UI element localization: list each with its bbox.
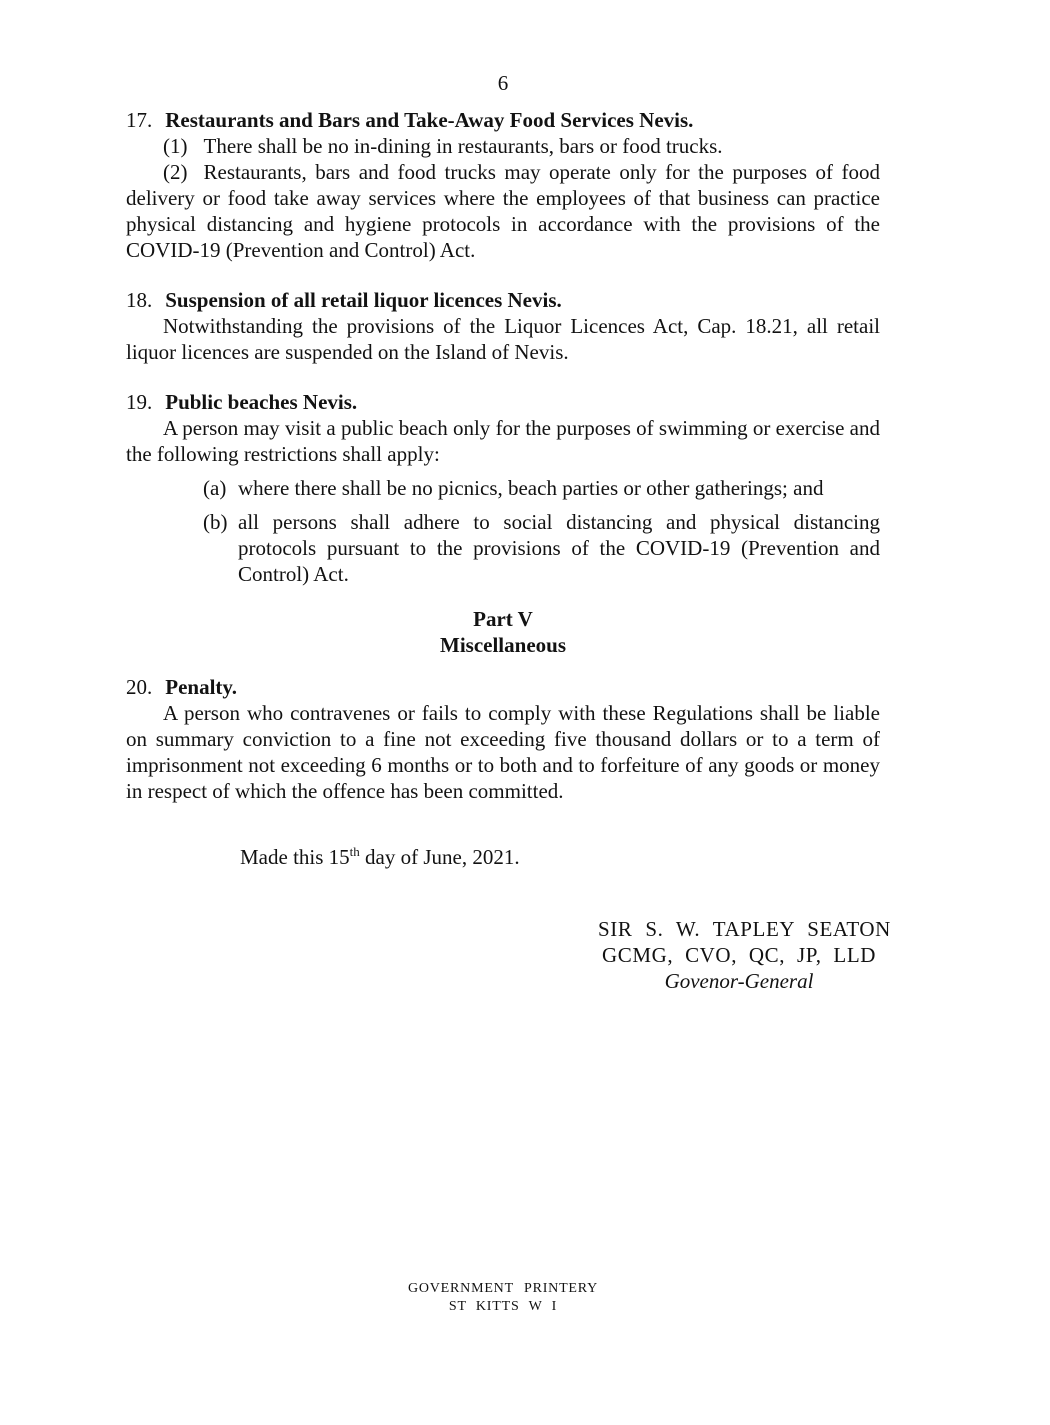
- clause-2-label: (2): [163, 160, 188, 184]
- item-a-text: where there shall be no picnics, beach parties or other gatherings; and: [238, 476, 824, 500]
- clause-2-text: Restaurants, bars and food trucks may operate only for the purposes of food delivery or food take away services where the employees of that business can practice physical distancing and hygiene protocols in accordance with the provisions of the COVID-19 (Prevention and Control) Act.: [126, 160, 880, 262]
- section-17-heading: [126, 107, 880, 133]
- part-heading-line1: Part V: [473, 607, 533, 631]
- section-19-number: 19.: [126, 390, 153, 414]
- section-18-number: 18.: [126, 288, 153, 312]
- part-heading-line2: Miscellaneous: [440, 633, 566, 657]
- made-line-suffix: day of June, 2021.: [359, 845, 520, 869]
- printer-location: ST KITTS W I: [448, 1299, 558, 1314]
- signatory-name: SIR S. W. TAPLEY SEATON: [598, 917, 891, 941]
- printer-name: GOVERNMENT PRINTERY: [407, 1281, 599, 1296]
- section-19-item-a: [126, 475, 880, 501]
- clause-1-text: There shall be no in-dining in restaurants, bars or food trucks.: [203, 134, 723, 158]
- signature-block: [598, 916, 891, 994]
- document-content: [126, 70, 891, 994]
- section-20-heading: [126, 674, 880, 700]
- clause-1-label: (1): [163, 134, 188, 158]
- section-17-clause-1: [126, 133, 880, 159]
- section-19-text: A person may visit a public beach only for the purposes of swimming or exercise and the following restrictions shall apply:: [126, 416, 880, 466]
- signatory-role: Govenor-General: [664, 969, 814, 993]
- section-19-heading: [126, 389, 880, 415]
- section-18-title: Suspension of all retail liquor licences Nevis.: [165, 288, 562, 312]
- section-20-number: 20.: [126, 675, 153, 699]
- section-20-title: Penalty.: [165, 675, 237, 699]
- section-20-paragraph: [126, 700, 880, 804]
- section-20-text: A person who contravenes or fails to comply with these Regulations shall be liable on summary conviction to a fine not exceeding five thousand dollars or to a term of imprisonment not exceeding 6 months or to both and to forfeiture of any goods or money in respect of which the offence has been committed.: [126, 701, 880, 803]
- item-a-label: (a): [203, 476, 227, 500]
- section-17-number: 17.: [126, 108, 153, 132]
- section-18-paragraph: [126, 313, 880, 365]
- printer-footer: [126, 1280, 880, 1316]
- ordinal-superscript: th: [349, 844, 360, 859]
- section-18-text: Notwithstanding the provisions of the Liquor Licences Act, Cap. 18.21, all retail liquor licences are suspended on the Island of Nevis.: [126, 314, 880, 364]
- signatory-honours: GCMG, CVO, QC, JP, LLD: [601, 943, 877, 967]
- made-line-prefix: Made this 15: [240, 845, 350, 869]
- part-heading: [126, 606, 880, 658]
- page-number: 6: [497, 71, 509, 95]
- section-19-paragraph: [126, 415, 880, 467]
- section-17-clause-2: [126, 159, 880, 263]
- section-17-title: Restaurants and Bars and Take-Away Food Services Nevis.: [165, 108, 694, 132]
- made-date-line: [240, 844, 880, 870]
- section-19-item-b: [126, 509, 880, 587]
- section-18-heading: [126, 287, 880, 313]
- item-b-text: all persons shall adhere to social distancing and physical distancing protocols pursuant to the provisions of the COVID-19 (Prevention and Control) Act.: [238, 510, 880, 586]
- item-b-label: (b): [203, 510, 228, 534]
- section-19-title: Public beaches Nevis.: [165, 390, 358, 414]
